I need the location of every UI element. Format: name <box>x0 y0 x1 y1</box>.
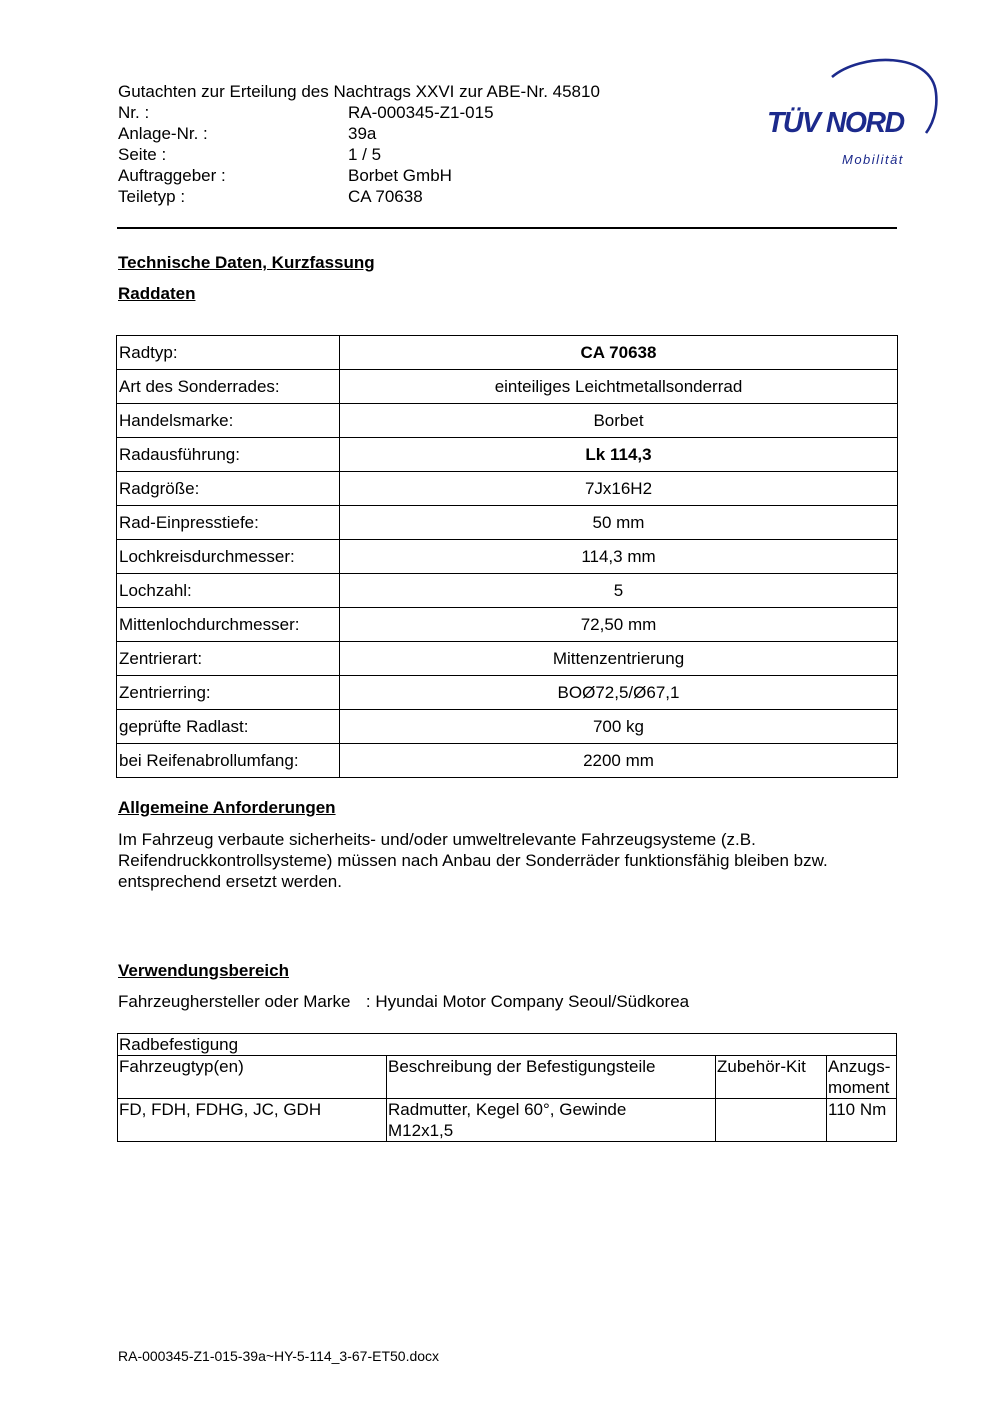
heading-raddaten: Raddaten <box>118 284 196 303</box>
row-value: 7Jx16H2 <box>340 472 898 506</box>
table-row <box>117 506 898 540</box>
logo-subtitle: Mobilität <box>842 152 904 167</box>
cell-beschreibung-line1: Radmutter, Kegel 60°, Gewinde <box>388 1100 627 1119</box>
row-label: Art des Sonderrades: <box>117 370 340 404</box>
logo-brand: TÜV NORD <box>767 107 904 139</box>
row-label: Rad-Einpresstiefe: <box>117 506 340 540</box>
table-row <box>117 472 898 506</box>
row-label: Radausführung: <box>117 438 340 472</box>
radbefestigung-table <box>117 1033 897 1142</box>
radbefestigung-title: Radbefestigung <box>118 1034 897 1056</box>
header-value-auftraggeber: Borbet GmbH <box>348 166 452 185</box>
heading-verwendungsbereich: Verwendungsbereich <box>118 961 289 980</box>
table-row <box>117 608 898 642</box>
col-anzugsmoment-line1: Anzugs- <box>828 1057 891 1076</box>
document-title: Gutachten zur Erteilung des Nachtrags XXVI zur ABE-Nr. 45810 <box>118 82 600 101</box>
table-row <box>117 438 898 472</box>
table-row <box>117 404 898 438</box>
table-row <box>117 574 898 608</box>
header-label-auftraggeber: Auftraggeber : <box>118 166 226 185</box>
table-row <box>117 744 898 778</box>
header-value-anlage: 39a <box>348 124 377 143</box>
paragraph-line: Reifendruckkontrollsysteme) müssen nach Anbau der Sonderräder funktionsfähig bleiben bzw. <box>118 851 828 870</box>
table-row <box>117 370 898 404</box>
header-value-teiletyp: CA 70638 <box>348 187 423 206</box>
table-row <box>117 642 898 676</box>
cell-zubehoer-kit <box>716 1099 827 1142</box>
header-divider <box>117 227 897 229</box>
row-label: Lochzahl: <box>117 574 340 608</box>
cell-anzugsmoment: 110 Nm <box>827 1099 897 1142</box>
cell-fahrzeugtypen: FD, FDH, FDHG, JC, GDH <box>118 1099 387 1142</box>
col-anzugsmoment-line2: moment <box>828 1078 890 1097</box>
row-label: Handelsmarke: <box>117 404 340 438</box>
row-value: Borbet <box>340 404 898 438</box>
row-value: 5 <box>340 574 898 608</box>
raddaten-table <box>116 335 898 778</box>
table-row <box>118 1034 897 1056</box>
row-value: Lk 114,3 <box>340 438 898 472</box>
row-value: BOØ72,5/Ø67,1 <box>340 676 898 710</box>
table-row <box>117 676 898 710</box>
table-row <box>117 710 898 744</box>
row-label: Mittenlochdurchmesser: <box>117 608 340 642</box>
header-label-anlage: Anlage-Nr. : <box>118 124 208 143</box>
col-anzugsmoment <box>827 1056 897 1099</box>
hersteller-line <box>118 991 689 1012</box>
row-label: Radtyp: <box>117 336 340 370</box>
hersteller-separator: : <box>365 992 371 1011</box>
hersteller-value: Hyundai Motor Company Seoul/Südkorea <box>375 992 690 1011</box>
row-label: bei Reifenabrollumfang: <box>117 744 340 778</box>
col-beschreibung: Beschreibung der Befestigungsteile <box>387 1056 716 1099</box>
header-label-teiletyp: Teiletyp : <box>118 187 186 206</box>
header-value-nr: RA-000345-Z1-015 <box>348 103 494 122</box>
heading-allgemeine-anforderungen: Allgemeine Anforderungen <box>118 798 336 817</box>
row-value: CA 70638 <box>340 336 898 370</box>
header-value-seite: 1 / 5 <box>348 145 382 164</box>
row-value: 114,3 mm <box>340 540 898 574</box>
row-value: 2200 mm <box>340 744 898 778</box>
header-label-nr: Nr. : <box>118 103 150 122</box>
footer-filename: RA-000345-Z1-015-39a~HY-5-114_3-67-ET50.docx <box>118 1348 440 1364</box>
allgemeine-paragraph <box>118 829 908 892</box>
cell-beschreibung <box>387 1099 716 1142</box>
row-label: geprüfte Radlast: <box>117 710 340 744</box>
hersteller-label: Fahrzeughersteller oder Marke <box>118 992 351 1011</box>
heading-technische-daten: Technische Daten, Kurzfassung <box>118 253 375 272</box>
row-label: Radgröße: <box>117 472 340 506</box>
table-row <box>118 1099 897 1142</box>
row-label: Zentrierring: <box>117 676 340 710</box>
table-row <box>117 336 898 370</box>
row-value: einteiliges Leichtmetallsonderrad <box>340 370 898 404</box>
row-value: Mittenzentrierung <box>340 642 898 676</box>
row-value: 700 kg <box>340 710 898 744</box>
table-header-row <box>118 1056 897 1099</box>
paragraph-line: entsprechend ersetzt werden. <box>118 872 342 891</box>
row-value: 72,50 mm <box>340 608 898 642</box>
col-fahrzeugtyp: Fahrzeugtyp(en) <box>118 1056 387 1099</box>
table-row <box>117 540 898 574</box>
row-label: Lochkreisdurchmesser: <box>117 540 340 574</box>
row-value: 50 mm <box>340 506 898 540</box>
paragraph-line: Im Fahrzeug verbaute sicherheits- und/oder umweltrelevante Fahrzeugsysteme (z.B. <box>118 830 756 849</box>
cell-beschreibung-line2: M12x1,5 <box>388 1121 454 1140</box>
col-zubehoer-kit: Zubehör-Kit <box>716 1056 827 1099</box>
row-label: Zentrierart: <box>117 642 340 676</box>
tuv-nord-logo <box>760 55 950 175</box>
header-label-seite: Seite : <box>118 145 167 164</box>
